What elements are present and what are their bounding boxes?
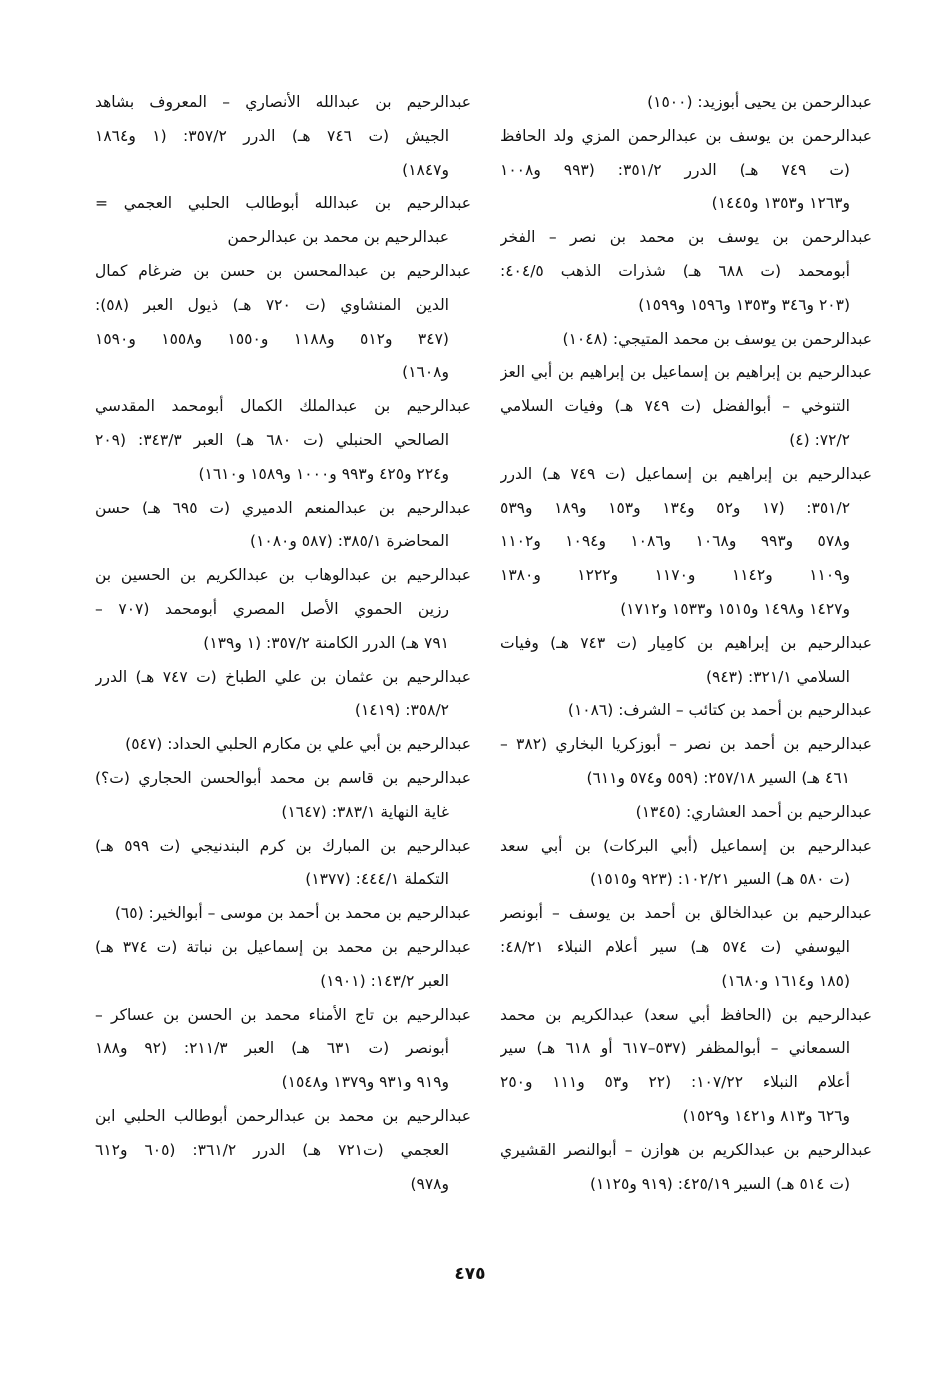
entry-heading-line: عبدالرحيم بن (الحافظ أبي سعد) عبدالكريم بن محمد [500,1005,872,1024]
index-entry [500,999,872,1134]
index-entry [500,120,872,221]
index-entry [95,559,471,660]
index-entry [95,255,471,390]
entry-heading-line: عبدالرحيم بن عبدالخالق بن أحمد بن يوسف – أبونصر [500,904,872,923]
entry-heading-line: عبدالرحيم بن محمد بن إسماعيل بن نباتة (ت ٣٧٤ هـ) [95,937,471,956]
entry-continuation-line: و١٦٠٨) [402,363,449,382]
index-entry [95,897,471,931]
index-entry [500,1134,872,1202]
entry-continuation-line: و٥٧٨ و٩٩٣ و١٠٦٨ و١٠٨٦ و١٠٩٤ و١١٠٢ [500,532,851,551]
entry-heading-line: عبدالرحيم بن عبدالمنعم الدميري (ت ٦٩٥ هـ) حسن [95,498,471,517]
entry-heading-line: عبدالرحيم بن قاسم بن محمد أبوالحسن الحجاري (ت؟) [95,768,471,787]
entry-continuation-line: و٩١٩ و٩٣١ و١٣٧٩ و١٥٤٨) [281,1073,449,1092]
index-entry [95,661,471,729]
index-entry [95,86,471,187]
entry-heading-line: عبدالرحيم بن إبراهيم بن كامِيار (ت ٧٤٣ هـ) وفيات [500,633,872,652]
index-entry [95,830,471,898]
index-entry [500,221,872,322]
entry-continuation-line: اليوسفي (ت ٥٧٤ هـ) سير أعلام النبلاء ٤٨/٢١: [500,937,850,956]
entry-continuation-line: أعلام النبلاء ١٠٧/٢٢: (٢٢ و٥٣ و١١١ و٢٥٠ [500,1073,850,1092]
entry-continuation-line: ٧٩١ هـ) الدرر الكامنة ٣٥٧/٢: (١ و١٣٩) [203,633,449,652]
entry-continuation-line: غاية النهاية ٣٨٣/١: (١٦٤٧) [281,802,449,821]
entry-continuation-line: ٧٢/٢: (٤) [789,430,850,449]
entry-heading-line: عبدالرحيم بن عبدالله أبوطالب الحلبي العجمي = [95,194,471,213]
entry-continuation-line: الدين المنشاوي (ت ٧٢٠ هـ) ذيول العبر (٥٨): [95,295,449,314]
entry-heading-line: عبدالرحمن بن يوسف بن عبدالرحمن المزي ولد الحافظ [500,126,872,145]
entry-continuation-line: أبومحمد (ت ٦٨٨ هـ) شذرات الذهب ٤٠٤/٥: [500,261,850,280]
entry-heading-line: عبدالرحيم بن إسماعيل (أبي البركات) بن أبي سعد [500,836,872,855]
index-entry [500,796,872,830]
entry-continuation-line: العبر ١٤٣/٢: (١٩٠١) [320,971,449,990]
entry-continuation-line: أبونصر (ت ٦٣١ هـ) العبر ٢١١/٣: (٩٢ و١٨٨ [95,1039,449,1058]
index-entry [500,627,872,695]
entry-continuation-line: و١٨٤٧) [402,160,449,179]
index-entry [500,897,872,998]
entry-heading-line: عبدالرحيم بن عبدالكريم بن هوازن – أبوالنصر القشيري [500,1140,872,1159]
entry-heading-line: عبدالرحيم بن إبراهيم بن إسماعيل بن إبراهيم بن أبي العز [500,363,872,382]
entry-heading-line: عبدالرحمن بن يحيى أبوزيد: (١٥٠٠) [647,93,872,111]
entry-heading-line: عبدالرحيم بن عبدالملك الكمال أبومحمد المقدسي [95,397,471,416]
entry-heading-line: عبدالرحيم بن أبي علي بن مكارم الحلبي الحداد: (٥٤٧) [125,735,471,754]
index-entry [95,999,471,1100]
index-entry [500,830,872,898]
index-entry [95,931,471,999]
index-entry [95,728,471,762]
index-entry [95,492,471,560]
entry-continuation-line: و١٤٢٧ و١٤٩٨ و١٥١٥ و١٥٣٣ و١٧١٢) [620,599,850,618]
entry-continuation-line: (١٨٥ و١٦١٤ و١٦٨٠) [721,971,850,990]
entry-continuation-line: السمعاني – أبوالمظفر (٥٣٧–٦١٧ أو ٦١٨ هـ) سير [500,1039,850,1058]
entry-heading-line: عبدالرحمن بن يوسف بن محمد المتيجي: (١٠٤٨) [562,329,872,348]
entry-heading-line: عبدالرحيم بن محمد بن عبدالرحمن أبوطالب الحلبي ابن [95,1106,471,1125]
entry-continuation-line: (٣٤٧ و٥١٢ و١١٨٨ و١٥٥٠ و١٥٥٨ و١٥٩٠ [95,329,449,348]
entry-heading-line: عبدالرحيم بن أحمد العشاري: (١٣٤٥) [635,802,872,821]
entry-heading-line: عبدالرحيم بن المبارك بن كرم البندنيجي (ت ٥٩٩ هـ) [95,836,471,855]
entry-heading-line: عبدالرحيم بن محمد بن أحمد بن موسى – أبوالخير: (٦٥) [114,904,471,923]
index-entry [95,762,471,830]
entry-continuation-line: و٩٧٨) [410,1174,449,1193]
entry-continuation-line: ٣٥٨/٢: (١٤١٩) [354,701,449,720]
index-entry [500,728,872,796]
entry-continuation-line: ٣٥١/٢: (١٧ و٥٢ و١٣٤ و١٥٣ و١٨٩ و٥٣٩ [500,498,851,517]
entry-heading-line: عبدالرحيم بن أحمد بن كتائب – الشرف: (١٠٨٦) [567,701,872,720]
entry-heading-line: عبدالرحيم بن أحمد بن نصر – أبوزكريا البخاري (٣٨٢ – [500,735,872,754]
index-column-right [500,86,872,1201]
entry-continuation-line: الجيش (ت ٧٤٦ هـ) الدرر ٣٥٧/٢: (١ و١٨٦٤ [95,126,449,145]
entry-heading-line: عبدالرحيم بن إبراهيم بن إسماعيل (ت ٧٤٩ هـ) الدرر [500,464,872,483]
index-entry [500,86,872,120]
entry-continuation-line: (ت ٧٤٩ هـ) الدرر ٣٥١/٢: (٩٩٣ و١٠٠٨ [500,160,850,179]
index-entry [95,187,471,255]
index-entry [500,458,872,627]
entry-continuation-line: العجمي (ت٧٢١ هـ) الدرر ٣٦١/٢: (٦٠٥ و٦١٢ [95,1140,449,1159]
entry-heading-line: عبدالرحيم بن عبدالوهاب بن عبدالكريم بن الحسين بن [95,566,471,585]
entry-continuation-line: و٦٢٦ و٨١٣ و١٤٢١ و١٥٢٩) [682,1106,850,1125]
entry-continuation-line: (ت ٥٨٠ هـ) السير ١٠٢/٢١: (٩٢٣ و١٥١٥) [589,870,850,889]
entry-heading-line: عبدالرحيم بن عبدالله الأنصاري – المعروف بشاهد [95,93,471,111]
entry-heading-line: عبدالرحيم بن عبدالمحسن بن حسن بن ضرغام كمال [95,261,471,280]
index-column-left [95,86,471,1201]
entry-heading-line: عبدالرحمن بن يوسف بن محمد بن نصر – الفخر [500,228,872,247]
page-number: ٤٧٥ [454,1264,486,1284]
index-entry [95,390,471,491]
entry-continuation-line: المحاضرة ٣٨٥/١: (٥٨٧ و١٠٨٠) [250,532,449,551]
index-entry [500,323,872,357]
entry-heading-line: عبدالرحيم بن تاج الأمناء محمد بن الحسن بن عساكر – [95,1005,471,1024]
index-entry [500,694,872,728]
entry-continuation-line: رزين الحموي الأصل المصري أبومحمد (٧٠٧ – [95,599,449,618]
entry-continuation-line: التنوخي – أبوالفضل (ت ٧٤٩ هـ) وفيات السلامي [500,397,850,416]
entry-heading-line: عبدالرحيم بن عثمان بن علي الطباخ (ت ٧٤٧ هـ) الدرر [95,667,471,686]
entry-continuation-line: السلامي ٣٢١/١: (٩٤٣) [705,667,850,686]
index-entry [500,356,872,457]
entry-continuation-line: عبدالرحيم بن محمد بن عبدالرحمن [227,228,449,247]
entry-continuation-line: (٢٠٣ و٣٤٦ و١٣٥٣ و١٥٩٦ و١٥٩٩) [638,295,850,314]
entry-continuation-line: ٤٦١ هـ) السير ٢٥٧/١٨: (٥٥٩ و٥٧٤ و٦١١) [586,768,850,787]
entry-continuation-line: و٢٢٤ و٤٢٥ و٩٩٣ و١٠٠٠ و١٥٨٩ و١٦١٠) [198,464,449,483]
entry-continuation-line: و١١٠٩ و١١٤٢ و١١٧٠ و١٢٢٢ و١٣٨٠ [500,566,850,585]
entry-continuation-line: التكملة ٤٤٤/١: (١٣٧٧) [305,870,449,889]
entry-continuation-line: (ت ٥١٤ هـ) السير ٤٢٥/١٩: (٩١٩ و١١٢٥) [589,1174,850,1193]
entry-continuation-line: و١٢٦٣ و١٣٥٣ و١٤٤٥) [711,194,850,213]
entry-continuation-line: الصالحي الحنبلي (ت ٦٨٠ هـ) العبر ٣٤٣/٣: (٢٠٩ [95,430,450,449]
index-entry [95,1100,471,1201]
